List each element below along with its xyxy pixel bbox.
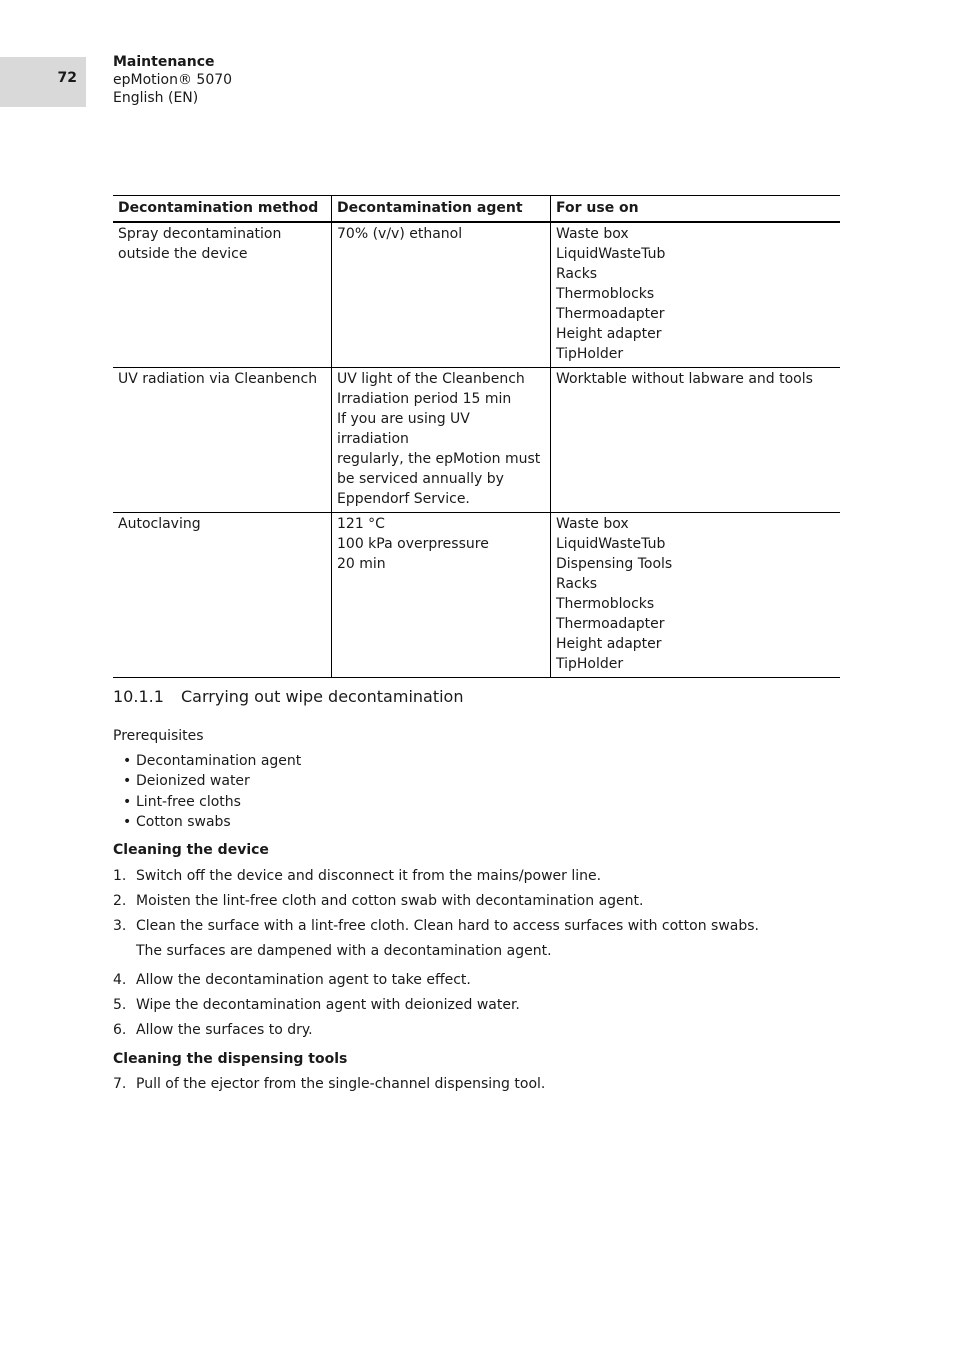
step-text: Moisten the lint-free cloth and cotton swab with decontamination agent. — [136, 893, 644, 909]
step-number: 7. — [113, 1076, 127, 1092]
list-item — [113, 916, 759, 961]
list-item: • Deionized water — [113, 771, 301, 791]
cell-line: Height adapter — [556, 636, 662, 652]
cell-line: Racks — [556, 266, 598, 282]
use-on-cell — [551, 513, 841, 678]
use-on-cell — [551, 222, 841, 368]
running-header — [113, 53, 232, 107]
cell-line: 121 °C — [337, 516, 385, 532]
table-row — [113, 368, 840, 513]
cell-line: Dispensing Tools — [556, 556, 673, 572]
decontamination-table — [113, 195, 840, 678]
cell-line: LiquidWasteTub — [556, 246, 666, 262]
cell-line: be serviced annually by — [337, 471, 504, 487]
step-text: Allow the decontamination agent to take effect. — [136, 972, 471, 988]
cell-line: Autoclaving — [118, 516, 201, 532]
step-result: The surfaces are dampened with a decontamination agent. — [136, 943, 552, 959]
step-text: Clean the surface with a lint-free cloth. Clean hard to access surfaces with cotton swabs. — [136, 918, 759, 934]
prerequisites-list — [113, 751, 301, 832]
cell-line: Waste box — [556, 226, 629, 242]
cell-line: UV radiation via Cleanbench — [118, 371, 318, 387]
cell-line: If you are using UV irradiation — [337, 411, 470, 447]
agent-cell — [332, 513, 551, 678]
table-row — [113, 513, 840, 678]
page-number-tab — [0, 57, 86, 107]
step-number: 1. — [113, 868, 127, 884]
list-item: • Decontamination agent — [113, 751, 301, 771]
prerequisites-label: Prerequisites — [113, 728, 204, 744]
product-name: epMotion® 5070 — [113, 72, 233, 88]
cell-line: Height adapter — [556, 326, 662, 342]
column-header-agent: Decontamination agent — [332, 196, 551, 223]
cleaning-device-steps — [113, 866, 759, 1045]
chapter-title: Maintenance — [113, 54, 215, 70]
agent-cell — [332, 368, 551, 513]
step-text: Wipe the decontamination agent with deionized water. — [136, 997, 520, 1013]
list-item: • Lint-free cloths — [113, 792, 301, 812]
step-number: 2. — [113, 893, 127, 909]
cell-line: LiquidWasteTub — [556, 536, 666, 552]
method-cell — [113, 222, 332, 368]
cell-line: Racks — [556, 576, 598, 592]
step-number: 5. — [113, 997, 127, 1013]
column-header-use-on: For use on — [551, 196, 841, 223]
section-number: 10.1.1 — [113, 687, 164, 706]
list-item — [113, 995, 759, 1015]
cell-line: Worktable without labware and tools — [556, 371, 813, 387]
cell-line: Thermoadapter — [556, 616, 665, 632]
language-label: English (EN) — [113, 90, 199, 106]
cell-line: TipHolder — [556, 346, 624, 362]
step-text: Allow the surfaces to dry. — [136, 1022, 313, 1038]
cell-line: Thermoblocks — [556, 596, 655, 612]
step-text: Switch off the device and disconnect it from the mains/power line. — [136, 868, 602, 884]
cell-line: Irradiation period 15 min — [337, 391, 512, 407]
section-heading — [113, 687, 463, 706]
cell-line: TipHolder — [556, 656, 624, 672]
cell-line: Eppendorf Service. — [337, 491, 470, 507]
step-number: 4. — [113, 972, 127, 988]
section-title: Carrying out wipe decontamination — [181, 687, 464, 706]
step-number: 3. — [113, 918, 127, 934]
list-item: • Cotton swabs — [113, 812, 301, 832]
cleaning-tools-steps — [113, 1074, 545, 1099]
step-number: 6. — [113, 1022, 127, 1038]
table-row — [113, 222, 840, 368]
cell-line: 100 kPa overpressure — [337, 536, 489, 552]
list-item — [113, 866, 759, 886]
method-cell — [113, 513, 332, 678]
list-item — [113, 1074, 545, 1094]
step-text: Pull of the ejector from the single-channel dispensing tool. — [136, 1076, 546, 1092]
use-on-cell — [551, 368, 841, 513]
cell-line: outside the device — [118, 246, 248, 262]
cleaning-tools-heading: Cleaning the dispensing tools — [113, 1051, 348, 1067]
agent-cell — [332, 222, 551, 368]
cell-line: 70% (v/v) ethanol — [337, 226, 463, 242]
column-header-method: Decontamination method — [113, 196, 332, 223]
cell-line: regularly, the epMotion must — [337, 451, 541, 467]
cleaning-device-heading: Cleaning the device — [113, 842, 269, 858]
cell-line: UV light of the Cleanbench — [337, 371, 525, 387]
cell-line: Waste box — [556, 516, 629, 532]
cell-line: Thermoblocks — [556, 286, 655, 302]
page-number: 72 — [57, 70, 77, 86]
cell-line: Thermoadapter — [556, 306, 665, 322]
table-header-row — [113, 196, 840, 223]
list-item — [113, 970, 759, 990]
list-item — [113, 891, 759, 911]
cell-line: Spray decontamination — [118, 226, 282, 242]
list-item — [113, 1020, 759, 1040]
method-cell — [113, 368, 332, 513]
cell-line: 20 min — [337, 556, 386, 572]
